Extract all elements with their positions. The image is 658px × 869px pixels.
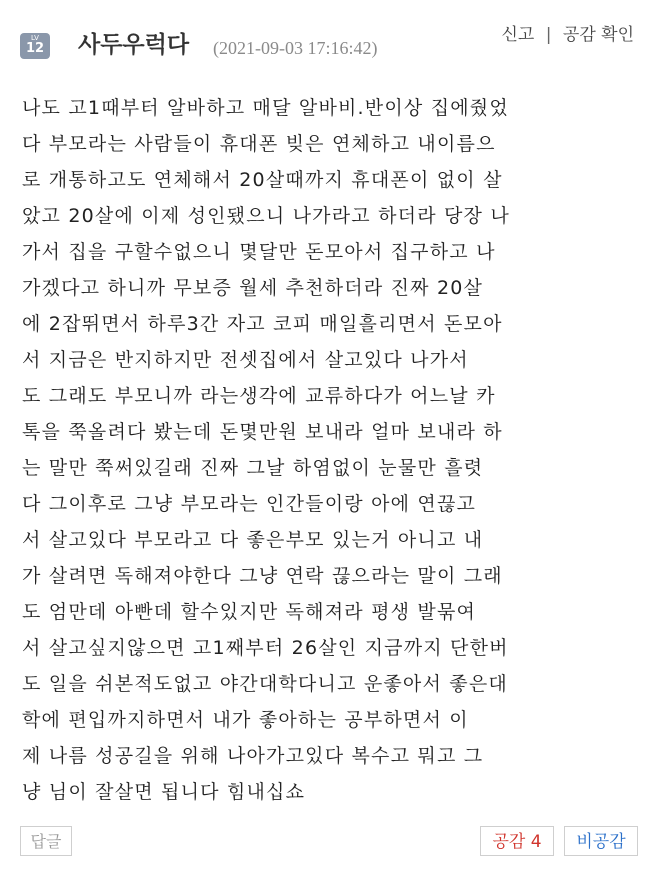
comment-body-line: 학에 편입까지하면서 내가 좋아하는 공부하면서 이: [22, 709, 469, 731]
comment-body-line: 가겠다고 하니까 무보증 월세 추천하더라 진짜 20살: [22, 277, 484, 299]
like-button[interactable]: 공감 4: [480, 826, 554, 856]
comment-body: [22, 90, 638, 810]
author-nickname[interactable]: 사두우럭다: [78, 32, 190, 58]
comment-body-line: 다 부모라는 사람들이 휴대폰 빚은 연체하고 내이름으: [22, 133, 496, 155]
comment-body-line: 나도 고1때부터 알바하고 매달 알바비.반이상 집에줬었: [22, 97, 509, 119]
comment-body-line: 서 지금은 반지하지만 전셋집에서 살고있다 나가서: [22, 349, 469, 371]
header-actions: [502, 22, 635, 48]
action-separator: |: [545, 25, 552, 45]
view-likes-link[interactable]: 공감 확인: [562, 25, 634, 45]
comment-body-line: 았고 20살에 이제 성인됐으니 나가라고 하더라 당장 나: [22, 205, 510, 227]
comment-body-line: 다 그이후로 그냥 부모라는 인간들이랑 아에 연끊고: [22, 493, 477, 515]
comment-body-line: 는 말만 쭉써있길래 진짜 그날 하염없이 눈물만 흘렷: [22, 457, 484, 479]
report-link[interactable]: 신고: [501, 25, 535, 45]
comment-body-line: 가 살려면 독해져야한다 그냥 연락 끊으라는 말이 그래: [22, 565, 503, 587]
comment-body-line: 도 그래도 부모니까 라는생각에 교류하다가 어느날 카: [22, 385, 496, 407]
comment-footer: [0, 824, 658, 860]
dislike-button[interactable]: 비공감: [564, 826, 638, 856]
comment-body-line: 톡을 쭉올려다 봤는데 돈몇만원 보내라 얼마 보내라 하: [22, 421, 503, 443]
comment-body-line: 에 2잡뛰면서 하루3간 자고 코피 매일흘리면서 돈모아: [22, 313, 503, 335]
comment-body-line: 냥 님이 잘살면 됩니다 힘내십쇼: [22, 781, 306, 803]
comment-body-line: 도 일을 쉬본적도없고 야간대학다니고 운좋아서 좋은대: [22, 673, 508, 695]
comment-body-line: 제 나름 성공길을 위해 나아가고있다 복수고 뭐고 그: [22, 745, 484, 767]
comment-body-line: 서 살고싶지않으면 고1째부터 26살인 지금까지 단한버: [22, 637, 509, 659]
level-badge-prefix: LV: [31, 34, 39, 42]
comment-body-line: 서 살고있다 부모라고 다 좋은부모 있는거 아니고 내: [22, 529, 484, 551]
comment-timestamp: (2021-09-03 17:16:42): [213, 38, 378, 58]
comment-header: [0, 0, 658, 80]
reply-button[interactable]: 답글: [20, 826, 72, 856]
level-badge-icon: [20, 33, 50, 59]
comment-body-line: 가서 집을 구할수없으니 몇달만 돈모아서 집구하고 나: [22, 241, 496, 263]
comment-body-line: 로 개통하고도 연체해서 20살때까지 휴대폰이 없이 살: [22, 169, 503, 191]
level-badge-number: 12: [25, 41, 45, 56]
comment-body-line: 도 엄만데 아빤데 할수있지만 독해져라 평생 발묶여: [22, 601, 477, 623]
